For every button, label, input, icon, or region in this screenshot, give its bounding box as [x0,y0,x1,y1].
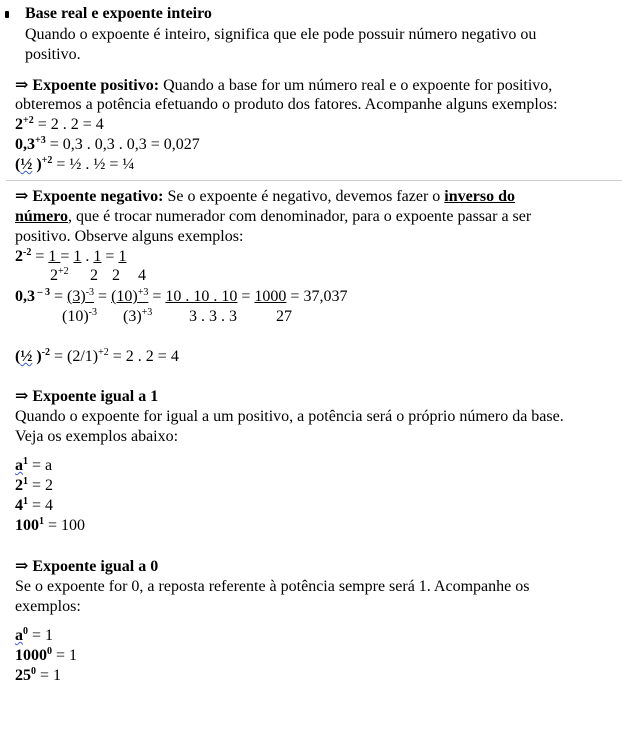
negative-text-line-2: número, que é trocar numerador com denominador, para o expoente passar a ser [15,208,532,225]
one-example-3: $4^1 = 4$ [15,496,54,514]
inverse-link-part-2[interactable]: número [15,208,69,225]
negative-example-2-den-4: 27 [276,308,292,325]
positive-example-1: $2^{+2} = 2$ . 2 = 4 [15,115,104,133]
divider [6,180,622,181]
negative-example-1-den-3: 2 [112,267,120,284]
negative-example-2-den-3: 3 . 3 . 3 [189,308,237,325]
zero-example-2: $1000^0 = 1$ [15,646,78,664]
zero-text-line-1: Se o expoente for 0, a reposta referente à potência sempre será 1. Acompanhe os [15,578,530,595]
negative-example-1-den-4: 4 [138,267,146,284]
zero-example-1: $a^0 = 1$ [15,626,54,644]
positive-example-2: $0,3^{+3} = 0,3$ . 0,3 . 0,3 = 0,027 [15,135,200,153]
arrow-icon: ⇒ [15,558,29,575]
negative-example-2-den-1: $(10)^{-3}$ [62,307,97,325]
negative-example-2-numerators: 0,3 $^{- 3} = (3)^{-3} = (10)^{+3} = 10$ . 10 . 10 = 1000 = 37,037 [15,287,348,305]
negative-example-1-den-2: 2 [90,267,98,284]
negative-example-1-numerators: $2^{-2} = 1 = 1$ . 1 = 1 [15,247,127,265]
positive-heading-line: ⇒ Expoente positivo: Quando a base for um número real e o expoente for positivo, [15,77,553,94]
zero-heading-line [15,557,158,577]
one-heading: Expoente igual a 1 [32,388,159,405]
intro-text-line-2: positivo. [25,46,81,63]
one-example-4: $100^1 = 100$ [15,516,86,534]
zero-heading: Expoente igual a 0 [32,558,159,575]
positive-heading: Expoente positivo: [32,77,160,94]
negative-heading: Expoente negativo: [32,188,164,205]
arrow-icon: ⇒ [15,77,29,94]
negative-example-3: (½ )$^{-2} = (2/1)^{+2} = 2$ . 2 = 4 [15,347,179,365]
negative-heading-line: ⇒ Expoente negativo: Se o expoente é negativo, devemos fazer o inverso do [15,188,515,205]
one-text-line-1: Quando o expoente for igual a um positivo, a potência será o próprio número da base. [15,408,564,425]
one-text-line-2: Veja os exemplos abaixo: [15,428,179,445]
arrow-icon: ⇒ [15,188,29,205]
negative-example-1-den-1: $2^{+2}$ [50,266,69,284]
bullet-icon [5,11,9,18]
zero-text-line-2: exemplos: [15,598,81,615]
zero-example-3: $25^0 = 1$ [15,666,62,684]
section-title-base-real: Base real e expoente inteiro [25,5,212,22]
intro-text-line-1: Quando o expoente é inteiro, significa que ele pode possuir número negativo ou [25,26,537,43]
one-example-1: $a^1 = a$ [15,456,53,474]
one-heading-line [15,387,158,407]
inverse-link-part-1[interactable]: inverso do [444,188,515,205]
positive-text-line-2: obteremos a potência efetuando o produto dos fatores. Acompanhe alguns exemplos: [15,96,558,113]
positive-example-3: (½ )$^{+2}$ = ½ . ½ = ¼ [15,155,135,173]
negative-example-2-den-2: $(3)^{+3}$ [123,307,153,325]
arrow-icon: ⇒ [15,388,29,405]
negative-text-line-3: positivo. Observe alguns exemplos: [15,228,244,245]
one-example-2: $2^1 = 2$ [15,476,54,494]
